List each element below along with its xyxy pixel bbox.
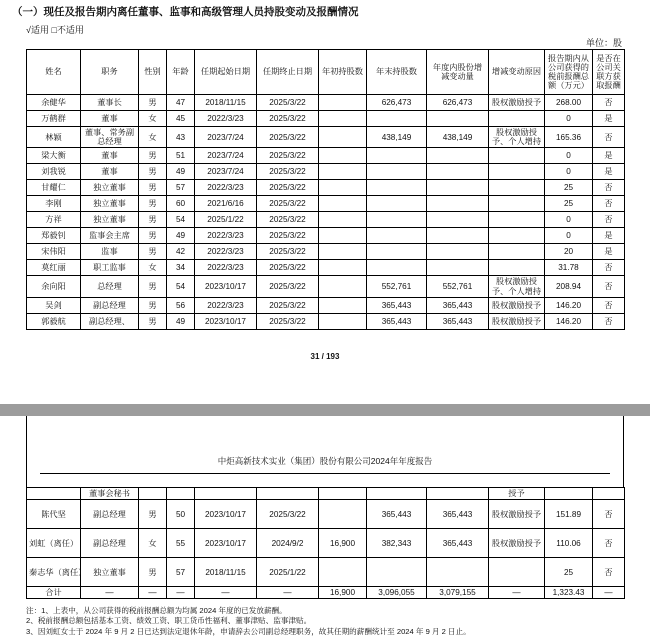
- table-row: [27, 558, 625, 587]
- cell-gender: 男: [139, 196, 167, 212]
- th-pay: 报告期内从公司获得的税前报酬总额（万元）: [545, 50, 593, 95]
- cell-title: 独立董事: [81, 558, 139, 587]
- cell-start-date: 2023/10/17: [195, 276, 257, 297]
- cell-end-date: 2025/3/22: [257, 297, 319, 313]
- cell-end-date: 2025/3/22: [257, 95, 319, 111]
- cell-end-shares: [367, 196, 427, 212]
- cell-begin-shares: [319, 180, 367, 196]
- cell-end-shares: [367, 111, 427, 127]
- cell-related-pay: 否: [593, 313, 625, 329]
- cell-related-pay: [593, 488, 625, 500]
- cell-title: 副总经理、: [81, 313, 139, 329]
- cell-title: 监事: [81, 244, 139, 260]
- cell-start-date: 2023/7/24: [195, 164, 257, 180]
- cell-age: [167, 488, 195, 500]
- cell-reason: [489, 196, 545, 212]
- cell-name: 甘耀仁: [27, 180, 81, 196]
- cell-gender: 女: [139, 127, 167, 148]
- cell-age: 56: [167, 297, 195, 313]
- cell-title: 董事: [81, 164, 139, 180]
- unit-label: 单位：股: [585, 38, 622, 48]
- cell-name: 宋伟阳: [27, 244, 81, 260]
- cell-name: 方祥: [27, 212, 81, 228]
- cell-reason: [489, 111, 545, 127]
- cell-reason: —: [489, 587, 545, 599]
- table-row: [27, 260, 625, 276]
- cell-change: [427, 164, 489, 180]
- cell-end-date: 2024/9/2: [257, 529, 319, 558]
- note-line: 2、税前报酬总额包括基本工资、绩效工资、职工货币性福利、董事津贴、监事津贴。: [26, 616, 312, 626]
- cell-age: 49: [167, 313, 195, 329]
- cell-name: 刘虹（离任）: [27, 529, 81, 558]
- cell-begin-shares: [319, 313, 367, 329]
- table-row: [27, 587, 625, 599]
- th-change: 年度内股份增减变动量: [427, 50, 489, 95]
- cell-end-shares: [367, 260, 427, 276]
- cell-pay: 0: [545, 111, 593, 127]
- cell-begin-shares: [319, 488, 367, 500]
- cell-reason: 授予: [489, 488, 545, 500]
- cell-end-date: [257, 488, 319, 500]
- cell-end-shares: 365,443: [367, 313, 427, 329]
- cell-reason: 股权激励授予: [489, 297, 545, 313]
- table-row: [27, 164, 625, 180]
- table-row: [27, 180, 625, 196]
- table-row: [27, 148, 625, 164]
- cell-age: 57: [167, 180, 195, 196]
- cell-title: 独立董事: [81, 196, 139, 212]
- cell-gender: 男: [139, 228, 167, 244]
- cell-begin-shares: [319, 196, 367, 212]
- cell-pay: 208.94: [545, 276, 593, 297]
- th-begin-shares: 年初持股数: [319, 50, 367, 95]
- cell-end-date: 2025/3/22: [257, 180, 319, 196]
- cell-reason: 股权激励授予: [489, 500, 545, 529]
- table-row: [27, 228, 625, 244]
- cell-age: 45: [167, 111, 195, 127]
- cell-gender: 男: [139, 500, 167, 529]
- cell-related-pay: 否: [593, 558, 625, 587]
- cell-gender: 男: [139, 180, 167, 196]
- cell-end-date: 2025/3/22: [257, 127, 319, 148]
- cell-change: 438,149: [427, 127, 489, 148]
- cell-begin-shares: [319, 500, 367, 529]
- footer-divider: [40, 473, 610, 474]
- cell-pay: 146.20: [545, 313, 593, 329]
- cell-begin-shares: [319, 260, 367, 276]
- cell-gender: 男: [139, 164, 167, 180]
- cell-pay: 31.78: [545, 260, 593, 276]
- cell-title: 董事: [81, 148, 139, 164]
- note-line: 注：1、上表中，从公司获得的税前报酬总额为均属 2024 年度的已发放薪酬。: [26, 606, 287, 615]
- cell-change: 365,443: [427, 313, 489, 329]
- cell-name: 郑毅钊: [27, 228, 81, 244]
- cell-begin-shares: [319, 164, 367, 180]
- cell-end-shares: [367, 148, 427, 164]
- cell-pay: 165.36: [545, 127, 593, 148]
- cell-name: 吴剑: [27, 297, 81, 313]
- cell-related-pay: 是: [593, 244, 625, 260]
- cell-name: 李刚: [27, 196, 81, 212]
- cell-title: 副总经理: [81, 529, 139, 558]
- cell-related-pay: 否: [593, 260, 625, 276]
- cell-change: [427, 244, 489, 260]
- cell-change: [427, 488, 489, 500]
- cell-start-date: 2025/1/22: [195, 212, 257, 228]
- cell-age: 42: [167, 244, 195, 260]
- cell-related-pay: 否: [593, 196, 625, 212]
- table-row: [27, 488, 625, 500]
- cell-reason: 股权激励授予、个人增持: [489, 276, 545, 297]
- cell-begin-shares: [319, 228, 367, 244]
- table-row: [27, 127, 625, 148]
- cell-end-date: 2025/3/22: [257, 148, 319, 164]
- th-start-date: 任期起始日期: [195, 50, 257, 95]
- cell-related-pay: 否: [593, 180, 625, 196]
- cell-name: 合计: [27, 587, 81, 599]
- cell-end-shares: [367, 164, 427, 180]
- cell-title: 副总经理: [81, 297, 139, 313]
- cell-title: 董事: [81, 111, 139, 127]
- th-end-date: 任期终止日期: [257, 50, 319, 95]
- report-footer-title: 中炬高新技术实业（集团）股份有限公司2024年年度报告: [217, 456, 433, 466]
- cell-reason: 股权激励授予: [489, 313, 545, 329]
- cell-begin-shares: [319, 276, 367, 297]
- page-break-band: [0, 404, 650, 416]
- cell-begin-shares: 16,900: [319, 529, 367, 558]
- table-row: [27, 111, 625, 127]
- cell-pay: 110.06: [545, 529, 593, 558]
- table-row: [27, 212, 625, 228]
- cell-gender: 男: [139, 95, 167, 111]
- cell-end-shares: [367, 212, 427, 228]
- cell-age: 51: [167, 148, 195, 164]
- cell-gender: 男: [139, 244, 167, 260]
- cell-end-date: 2025/1/22: [257, 558, 319, 587]
- cell-begin-shares: [319, 127, 367, 148]
- cell-age: 54: [167, 276, 195, 297]
- cell-related-pay: 是: [593, 111, 625, 127]
- cell-pay: 146.20: [545, 297, 593, 313]
- table-row: [27, 276, 625, 297]
- cell-title: 独立董事: [81, 180, 139, 196]
- cell-end-date: 2025/3/22: [257, 196, 319, 212]
- cell-name: 郭毅航: [27, 313, 81, 329]
- cell-reason: [489, 260, 545, 276]
- cell-pay: 1,323.43: [545, 587, 593, 599]
- cell-end-date: 2025/3/22: [257, 212, 319, 228]
- cell-end-shares: 365,443: [367, 500, 427, 529]
- cell-gender: 男: [139, 276, 167, 297]
- cell-related-pay: 否: [593, 95, 625, 111]
- cell-begin-shares: [319, 558, 367, 587]
- cell-pay: 25: [545, 558, 593, 587]
- cell-begin-shares: [319, 148, 367, 164]
- cell-change: 3,079,155: [427, 587, 489, 599]
- cell-age: 57: [167, 558, 195, 587]
- cell-title: 董事长: [81, 95, 139, 111]
- cell-change: [427, 196, 489, 212]
- cell-end-shares: 552,761: [367, 276, 427, 297]
- cell-start-date: 2022/3/23: [195, 180, 257, 196]
- cell-gender: 男: [139, 313, 167, 329]
- cell-title: 董事、常务副总经理: [81, 127, 139, 148]
- cell-gender: 男: [139, 212, 167, 228]
- cell-age: 49: [167, 164, 195, 180]
- cell-reason: [489, 558, 545, 587]
- cell-pay: 25: [545, 196, 593, 212]
- cell-reason: [489, 228, 545, 244]
- cell-end-shares: 3,096,055: [367, 587, 427, 599]
- th-reason: 增减变动原因: [489, 50, 545, 95]
- cell-reason: [489, 164, 545, 180]
- cell-age: 54: [167, 212, 195, 228]
- cell-title: 总经理: [81, 276, 139, 297]
- cell-gender: 女: [139, 111, 167, 127]
- table-body-continued: [27, 488, 625, 599]
- cell-pay: [545, 488, 593, 500]
- cell-end-date: —: [257, 587, 319, 599]
- cell-start-date: 2023/10/17: [195, 529, 257, 558]
- cell-begin-shares: [319, 244, 367, 260]
- cell-age: 49: [167, 228, 195, 244]
- cell-change: 365,443: [427, 500, 489, 529]
- table-row: [27, 95, 625, 111]
- cell-change: 365,443: [427, 297, 489, 313]
- cell-reason: 股权激励授予: [489, 529, 545, 558]
- cell-gender: —: [139, 587, 167, 599]
- cell-name: 余向阳: [27, 276, 81, 297]
- cell-age: 43: [167, 127, 195, 148]
- cell-pay: 0: [545, 148, 593, 164]
- table-notes: [26, 606, 626, 637]
- cell-reason: [489, 244, 545, 260]
- cell-start-date: 2022/3/23: [195, 111, 257, 127]
- cell-change: 552,761: [427, 276, 489, 297]
- cell-change: 365,443: [427, 529, 489, 558]
- applicability-note: √适用 □不适用: [26, 25, 84, 35]
- cell-pay: 0: [545, 212, 593, 228]
- section-title: （一）现任及报告期内离任董事、监事和高级管理人员持股变动及报酬情况: [12, 6, 359, 18]
- cell-gender: 男: [139, 148, 167, 164]
- cell-related-pay: 否: [593, 212, 625, 228]
- cell-name: 余健华: [27, 95, 81, 111]
- cell-change: [427, 111, 489, 127]
- cell-end-date: 2025/3/22: [257, 244, 319, 260]
- th-related-pay: 是否在公司关联方获取报酬: [593, 50, 625, 95]
- cell-change: [427, 212, 489, 228]
- cell-pay: 0: [545, 228, 593, 244]
- cell-reason: [489, 180, 545, 196]
- cell-start-date: 2023/10/17: [195, 313, 257, 329]
- management-shareholding-table: [26, 49, 625, 330]
- cell-pay: 0: [545, 164, 593, 180]
- cell-name: 秦志华（离任）: [27, 558, 81, 587]
- cell-start-date: 2018/11/15: [195, 95, 257, 111]
- th-name: 姓名: [27, 50, 81, 95]
- cell-age: 60: [167, 196, 195, 212]
- cell-related-pay: 否: [593, 500, 625, 529]
- cell-pay: 25: [545, 180, 593, 196]
- cell-related-pay: 是: [593, 148, 625, 164]
- cell-pay: 268.00: [545, 95, 593, 111]
- cell-age: —: [167, 587, 195, 599]
- cell-end-date: 2025/3/22: [257, 276, 319, 297]
- cell-name: 梁大衡: [27, 148, 81, 164]
- cell-name: 林颖: [27, 127, 81, 148]
- table-body: [27, 95, 625, 330]
- cell-related-pay: 是: [593, 228, 625, 244]
- cell-start-date: 2022/3/23: [195, 228, 257, 244]
- cell-change: [427, 148, 489, 164]
- table-row: [27, 244, 625, 260]
- cell-related-pay: 否: [593, 297, 625, 313]
- table-row: [27, 297, 625, 313]
- cell-gender: [139, 488, 167, 500]
- cell-pay: 151.89: [545, 500, 593, 529]
- cell-end-shares: [367, 558, 427, 587]
- table-continuation-right-rule: [623, 416, 624, 487]
- cell-start-date: 2022/3/23: [195, 244, 257, 260]
- cell-start-date: —: [195, 587, 257, 599]
- cell-related-pay: 否: [593, 276, 625, 297]
- cell-reason: 股权激励授予、个人增持: [489, 127, 545, 148]
- cell-name: 刘我锐: [27, 164, 81, 180]
- cell-related-pay: 是: [593, 164, 625, 180]
- cell-age: 50: [167, 500, 195, 529]
- cell-end-shares: 438,149: [367, 127, 427, 148]
- cell-begin-shares: 16,900: [319, 587, 367, 599]
- cell-start-date: 2022/3/23: [195, 297, 257, 313]
- cell-begin-shares: [319, 297, 367, 313]
- cell-name: 万鹤群: [27, 111, 81, 127]
- table-row: [27, 313, 625, 329]
- cell-end-shares: 382,343: [367, 529, 427, 558]
- cell-end-shares: [367, 228, 427, 244]
- cell-end-shares: 365,443: [367, 297, 427, 313]
- cell-start-date: 2023/7/24: [195, 148, 257, 164]
- management-shareholding-table-continued: [26, 487, 625, 599]
- cell-change: 626,473: [427, 95, 489, 111]
- th-end-shares: 年末持股数: [367, 50, 427, 95]
- cell-age: 55: [167, 529, 195, 558]
- table-row: [27, 196, 625, 212]
- cell-gender: 男: [139, 297, 167, 313]
- table-row: [27, 500, 625, 529]
- cell-start-date: 2023/7/24: [195, 127, 257, 148]
- cell-gender: 女: [139, 260, 167, 276]
- cell-title: 独立董事: [81, 212, 139, 228]
- cell-name: 陈代坚: [27, 500, 81, 529]
- cell-related-pay: 否: [593, 127, 625, 148]
- cell-reason: [489, 148, 545, 164]
- cell-related-pay: 否: [593, 529, 625, 558]
- cell-end-shares: [367, 244, 427, 260]
- cell-end-date: 2025/3/22: [257, 228, 319, 244]
- cell-end-date: 2025/3/22: [257, 164, 319, 180]
- th-title: 职务: [81, 50, 139, 95]
- cell-change: [427, 260, 489, 276]
- note-line: 3、因刘虹女士于 2024 年 9 月 2 日已达到法定退休年龄，申请辞去公司副总经理职务，故其任期的薪酬统计至 2024 年 9 月 2 日止。: [26, 626, 471, 636]
- cell-start-date: [195, 488, 257, 500]
- cell-begin-shares: [319, 111, 367, 127]
- cell-title: 监事会主席: [81, 228, 139, 244]
- cell-begin-shares: [319, 212, 367, 228]
- cell-age: 34: [167, 260, 195, 276]
- cell-gender: 男: [139, 558, 167, 587]
- cell-start-date: 2021/6/16: [195, 196, 257, 212]
- cell-end-date: 2025/3/22: [257, 500, 319, 529]
- table-row: [27, 529, 625, 558]
- cell-start-date: 2022/3/23: [195, 260, 257, 276]
- cell-end-date: 2025/3/22: [257, 313, 319, 329]
- cell-pay: 20: [545, 244, 593, 260]
- page-number: 31 / 193: [310, 352, 340, 361]
- cell-title: 董事会秘书: [81, 488, 139, 500]
- cell-title: 副总经理: [81, 500, 139, 529]
- th-age: 年龄: [167, 50, 195, 95]
- cell-related-pay: —: [593, 587, 625, 599]
- cell-end-shares: 626,473: [367, 95, 427, 111]
- cell-reason: 股权激励授予: [489, 95, 545, 111]
- table-continuation-left-rule: [26, 416, 27, 487]
- cell-start-date: 2018/11/15: [195, 558, 257, 587]
- cell-change: [427, 180, 489, 196]
- cell-end-shares: [367, 488, 427, 500]
- cell-start-date: 2023/10/17: [195, 500, 257, 529]
- cell-end-shares: [367, 180, 427, 196]
- cell-change: [427, 228, 489, 244]
- cell-age: 47: [167, 95, 195, 111]
- cell-reason: [489, 212, 545, 228]
- cell-gender: 女: [139, 529, 167, 558]
- cell-end-date: 2025/3/22: [257, 111, 319, 127]
- cell-title: —: [81, 587, 139, 599]
- cell-change: [427, 558, 489, 587]
- cell-title: 职工监事: [81, 260, 139, 276]
- th-gender: 性别: [139, 50, 167, 95]
- cell-begin-shares: [319, 95, 367, 111]
- table-header-row: [27, 50, 625, 95]
- cell-end-date: 2025/3/22: [257, 260, 319, 276]
- cell-name: [27, 488, 81, 500]
- cell-name: 莫红丽: [27, 260, 81, 276]
